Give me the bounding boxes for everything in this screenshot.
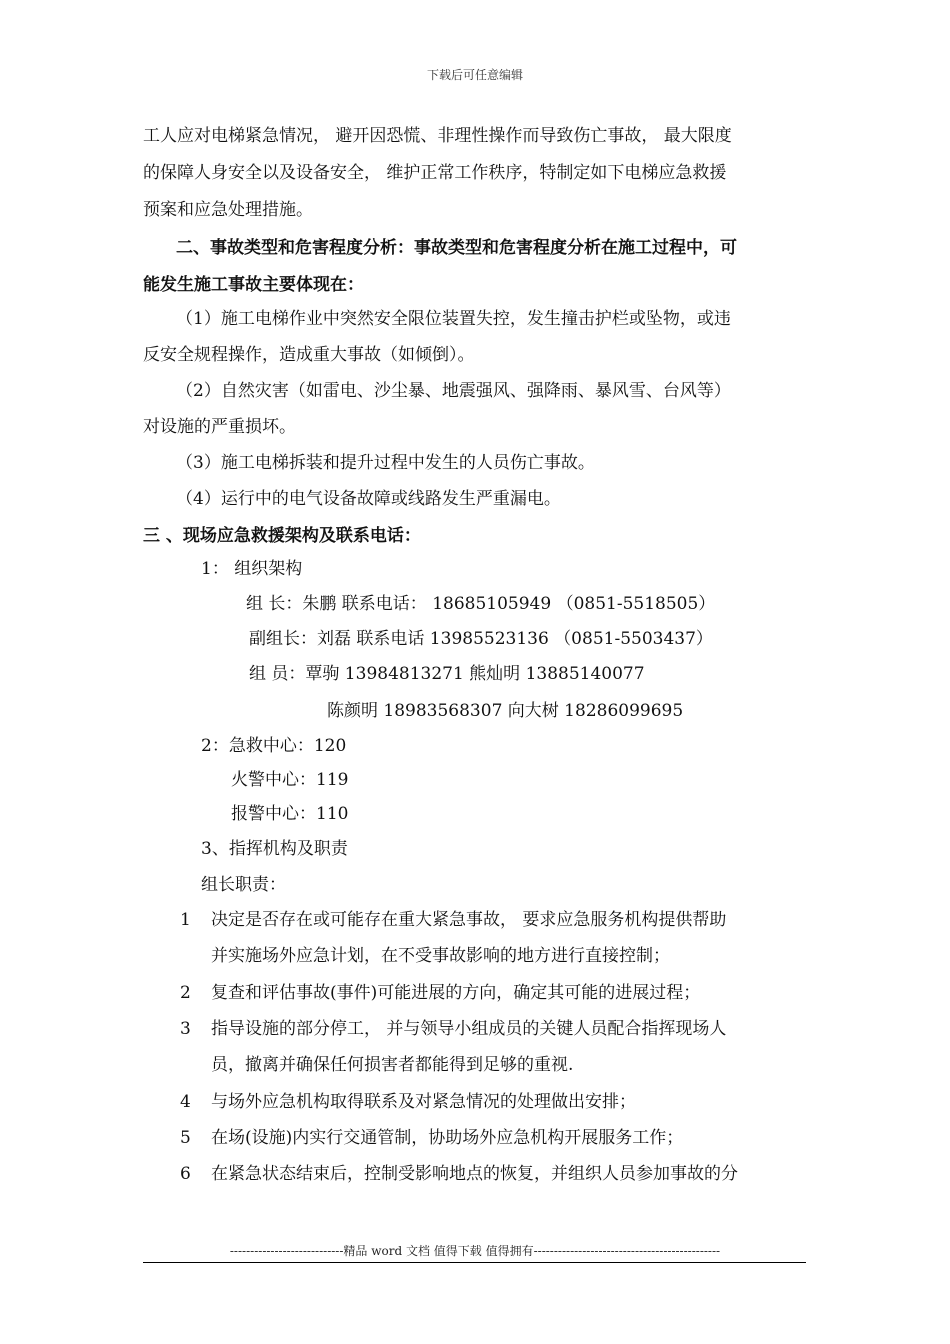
org-heading: 1： 组织架构	[201, 559, 303, 579]
page-header: 下载后可任意编辑	[426, 68, 523, 82]
duty-4-num: 4	[180, 1092, 191, 1112]
police-center: 报警中心：110	[231, 804, 349, 824]
duty-2-line-1: 复查和评估事故(事件)可能进展的方向，确定其可能的进展过程；	[211, 983, 701, 1003]
duty-5-line-1: 在场(设施)内实行交通管制，协助场外应急机构开展服务工作；	[211, 1128, 684, 1148]
members-contact-2: 陈颜明 18983568307 向大树 18286099695	[327, 701, 684, 721]
duty-heading: 组长职责：	[201, 875, 286, 895]
accident-item-1-line-1: （1）施工电梯作业中突然安全限位装置失控，发生撞击护栏或坠物，或违	[176, 309, 731, 329]
intro-line-2: 的保障人身安全以及设备安全， 维护正常工作秩序，特制定如下电梯应急救援	[143, 163, 727, 183]
section-2-title: 二、事故类型和危害程度分析：事故类型和危害程度分析在施工过程中，可	[176, 238, 737, 258]
section-2-title-cont: 能发生施工事故主要体现在：	[143, 275, 364, 295]
duty-6-line-1: 在紧急状态结束后，控制受影响地点的恢复，并组织人员参加事故的分	[211, 1164, 738, 1184]
footer-rule	[143, 1262, 806, 1263]
duty-1-num: 1	[180, 910, 191, 930]
duty-3-line-2: 员，撤离并确保任何损害者都能得到足够的重视.	[211, 1055, 574, 1075]
duty-1-line-2: 并实施场外应急计划，在不受事故影响的地方进行直接控制；	[211, 946, 670, 966]
duty-2-num: 2	[180, 983, 191, 1003]
accident-item-2-line-1: （2）自然灾害（如雷电、沙尘暴、地震强风、强降雨、暴风雪、台风等）	[176, 381, 731, 401]
deputy-contact: 副组长：刘磊 联系电话 13985523136 （0851-5503437）	[249, 629, 713, 649]
intro-line-1: 工人应对电梯紧急情况， 避开因恐慌、非理性操作而导致伤亡事故， 最大限度	[143, 126, 732, 146]
accident-item-3: （3）施工电梯拆装和提升过程中发生的人员伤亡事故。	[176, 453, 595, 473]
emergency-center: 2：急救中心：120	[201, 736, 347, 756]
members-contact-1: 组 员：覃驹 13984813271 熊灿明 13885140077	[249, 664, 645, 684]
section-3-title: 三 、现场应急救援架构及联系电话：	[143, 526, 421, 546]
duty-3-num: 3	[180, 1019, 191, 1039]
leader-contact: 组 长：朱鹏 联系电话： 18685105949 （0851-5518505）	[246, 594, 716, 614]
fire-center: 火警中心：119	[231, 770, 349, 790]
accident-item-2-line-2: 对设施的严重损坏。	[143, 417, 296, 437]
accident-item-1-line-2: 反安全规程操作，造成重大事故（如倾倒）。	[143, 345, 475, 365]
accident-item-4: （4）运行中的电气设备故障或线路发生严重漏电。	[176, 489, 561, 509]
duty-5-num: 5	[180, 1128, 191, 1148]
command-heading: 3、指挥机构及职责	[201, 839, 348, 859]
duty-3-line-1: 指导设施的部分停工， 并与领导小组成员的关键人员配合指挥现场人	[211, 1019, 727, 1039]
page-footer: ----------------------------精品 word 文档 值得下载 值得拥有----------------------------------------------	[229, 1244, 721, 1258]
duty-6-num: 6	[180, 1164, 191, 1184]
duty-1-line-1: 决定是否存在或可能存在重大紧急事故， 要求应急服务机构提供帮助	[211, 910, 727, 930]
duty-4-line-1: 与场外应急机构取得联系及对紧急情况的处理做出安排；	[211, 1092, 636, 1112]
intro-line-3: 预案和应急处理措施。	[143, 200, 313, 220]
